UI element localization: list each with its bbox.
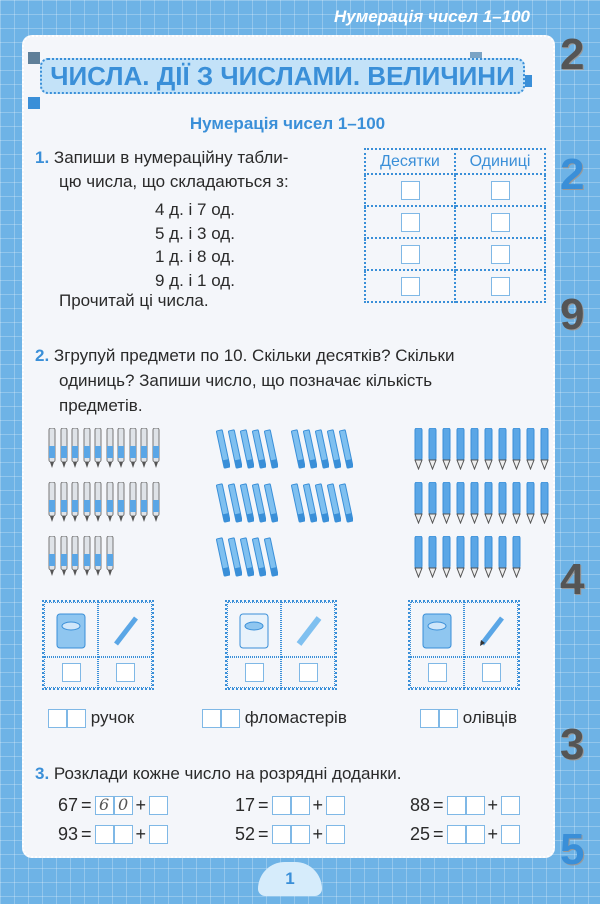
equation-number: 67 [58, 795, 79, 815]
task-item: 1 д. і 8 од. [155, 247, 235, 266]
equation [58, 795, 168, 816]
number-character-9: 9 [560, 290, 585, 339]
pencil-item [412, 536, 426, 578]
group-grid-pencils [408, 600, 520, 690]
marker-item [264, 536, 278, 578]
equals-sign: = [433, 795, 444, 815]
pencil-item [482, 428, 496, 470]
group-grid-pens [42, 600, 154, 690]
marker-item [339, 482, 353, 524]
tens-digit-box[interactable] [447, 796, 466, 815]
pencil-item [440, 482, 454, 524]
pencil-item [524, 482, 538, 524]
ones-box[interactable] [501, 825, 520, 844]
ones-box[interactable] [116, 663, 135, 682]
equation [410, 824, 520, 845]
task-text: Згрупуй предмети по 10. Скільки десятків? Скільки [53, 346, 455, 365]
pencil-item [482, 536, 496, 578]
pencil-item [510, 428, 524, 470]
page-number: 1 [258, 862, 322, 896]
tens-digit-box[interactable] [466, 796, 485, 815]
number-character-5: 5 [560, 825, 585, 874]
task-number: 1. [35, 148, 50, 167]
task-text: Запиши в нумераційну табли- [53, 148, 289, 167]
ones-box[interactable] [326, 796, 345, 815]
pencil-item [496, 536, 510, 578]
plus-sign: + [487, 795, 499, 815]
task-item: 9 д. і 1 од. [155, 270, 235, 290]
tens-digit-box[interactable] [95, 825, 114, 844]
pencil-item [538, 428, 552, 470]
equation [235, 795, 345, 816]
equals-sign: = [81, 795, 92, 815]
marker-item [339, 428, 353, 470]
task-text: цю числа, що складаються з: [59, 172, 289, 191]
task-2 [35, 343, 545, 418]
marker-item [264, 428, 278, 470]
pencil-item [454, 428, 468, 470]
section-subtitle: Нумерація чисел 1–100 [189, 114, 386, 133]
tens-digit-box[interactable] [272, 796, 291, 815]
answer-pencils [420, 706, 517, 730]
pen-icon [98, 602, 152, 657]
task-text: Розклади кожне число на розрядні доданки. [53, 764, 402, 783]
equation-number: 52 [235, 824, 256, 844]
pen-item [104, 536, 118, 578]
answer-box[interactable] [439, 709, 458, 728]
pencil-item [468, 428, 482, 470]
pencil-item [510, 482, 524, 524]
ones-box[interactable] [149, 796, 168, 815]
pencil-item [412, 428, 426, 470]
plus-sign: + [135, 795, 147, 815]
pencil-item [468, 482, 482, 524]
pencil-item [412, 482, 426, 524]
answer-box[interactable] [221, 709, 240, 728]
pencil-item [426, 428, 440, 470]
pencil-item [426, 482, 440, 524]
group-grid-markers [225, 600, 337, 690]
task-footer: Прочитай ці числа. [59, 291, 209, 310]
number-character-2b: 2 [560, 150, 585, 199]
column-header: Одиниці [455, 149, 545, 174]
answer-box[interactable] [491, 213, 510, 232]
number-character-3: 3 [560, 720, 585, 769]
answer-box[interactable] [491, 181, 510, 200]
pencil-item [440, 536, 454, 578]
pencil-item [496, 482, 510, 524]
answer-box[interactable] [401, 181, 420, 200]
equation-number: 88 [410, 795, 431, 815]
plus-sign: + [135, 824, 147, 844]
pencil-icon [464, 602, 518, 657]
answer-label: ручок [90, 708, 135, 727]
equation [410, 795, 520, 816]
pencil-item [510, 536, 524, 578]
pencil-item [440, 428, 454, 470]
answer-box[interactable] [491, 277, 510, 296]
answer-pens [48, 706, 134, 730]
answer-box[interactable] [420, 709, 439, 728]
pencil-item [454, 482, 468, 524]
ones-box[interactable] [326, 825, 345, 844]
tens-box[interactable] [245, 663, 264, 682]
ones-box[interactable] [501, 796, 520, 815]
answer-box[interactable] [401, 245, 420, 264]
tens-digit-box[interactable] [291, 796, 310, 815]
number-character-4: 4 [560, 555, 585, 604]
equation [58, 824, 168, 845]
tens-digit-box[interactable] [272, 825, 291, 844]
pen-item [150, 428, 164, 470]
decor-square [28, 52, 40, 64]
ones-box[interactable] [482, 663, 501, 682]
tens-digit-box[interactable] [466, 825, 485, 844]
pencil-item [524, 428, 538, 470]
tens-digit-box[interactable]: 6 [95, 796, 114, 815]
pencil-item [538, 482, 552, 524]
marker-item [264, 482, 278, 524]
tens-digit-box[interactable]: 0 [114, 796, 133, 815]
equals-sign: = [81, 824, 92, 844]
place-value-table [364, 148, 546, 303]
task-number: 2. [35, 346, 50, 365]
pen-item [150, 482, 164, 524]
task-3 [35, 762, 401, 786]
plus-sign: + [312, 824, 324, 844]
equals-sign: = [258, 824, 269, 844]
answer-markers [202, 706, 347, 730]
equals-sign: = [258, 795, 269, 815]
pencil-item [496, 428, 510, 470]
number-character-2: 2 [560, 30, 585, 79]
column-header: Десятки [365, 149, 455, 174]
equation-number: 93 [58, 824, 79, 844]
equals-sign: = [433, 824, 444, 844]
pencil-item [468, 536, 482, 578]
tens-box[interactable] [62, 663, 81, 682]
equation [235, 824, 345, 845]
task-number: 3. [35, 764, 50, 783]
running-title: Нумерація чисел 1–100 [333, 7, 530, 26]
task-text: одиниць? Запиши число, що позначає кількість [59, 371, 433, 390]
equation-number: 17 [235, 795, 256, 815]
ones-box[interactable] [149, 825, 168, 844]
decor-square [28, 97, 40, 109]
pack-icon [44, 602, 98, 657]
task-1 [35, 146, 289, 194]
answer-box[interactable] [401, 213, 420, 232]
task-item: 5 д. і 3 од. [155, 223, 235, 243]
pencil-item [426, 536, 440, 578]
answer-label: олівців [462, 708, 518, 727]
answer-label: фломастерів [244, 708, 347, 727]
section-banner: ЧИСЛА. ДІЇ З ЧИСЛАМИ. ВЕЛИЧИНИ [40, 58, 525, 94]
pack-icon [227, 602, 281, 657]
answer-box[interactable] [491, 245, 510, 264]
ones-box[interactable] [299, 663, 318, 682]
pencil-item [482, 482, 496, 524]
marker-icon [281, 602, 335, 657]
pack-icon [410, 602, 464, 657]
plus-sign: + [312, 795, 324, 815]
tens-digit-box[interactable] [447, 825, 466, 844]
answer-box[interactable] [202, 709, 221, 728]
task-text: предметів. [59, 396, 143, 415]
tens-digit-box[interactable] [291, 825, 310, 844]
task-item: 4 д. і 7 од. [155, 200, 235, 219]
answer-box[interactable] [67, 709, 86, 728]
tens-digit-box[interactable] [114, 825, 133, 844]
equation-number: 25 [410, 824, 431, 844]
plus-sign: + [487, 824, 499, 844]
answer-box[interactable] [48, 709, 67, 728]
answer-box[interactable] [401, 277, 420, 296]
tens-box[interactable] [428, 663, 447, 682]
pencil-item [454, 536, 468, 578]
